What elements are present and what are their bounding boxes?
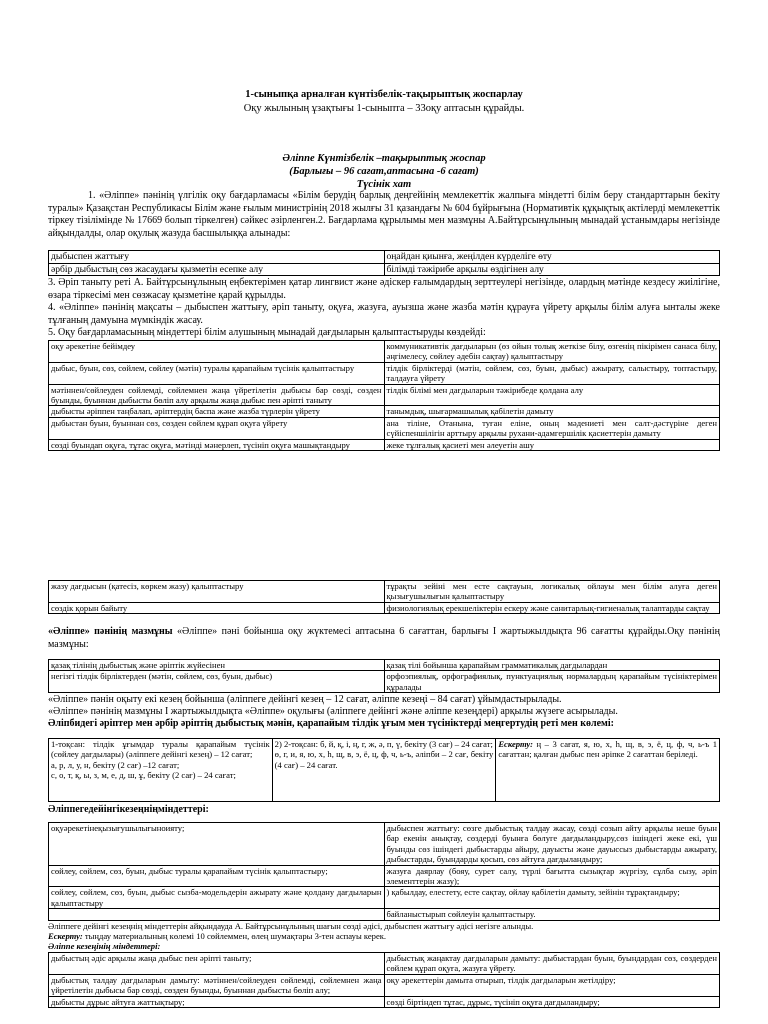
table-row bbox=[49, 865, 720, 887]
table-cell: дыбыспен жаттығу: сөзге дыбыстық талдау жасау, сөзді созып айту арқылы неше буын бар екенін анықтау, сөздерді буынға бөлуге дағдыландыру,сөз ішіндегі жеке екі, үш буынды сөз ішіндегі дыбыстарды айыру, дауысты және дауыссыз дыбыстарды ажырату, дыбыстарды, буындарды қосып, сөз айтуға дағдыландыру; bbox=[384, 823, 720, 866]
table-cell: сөзді біртіндеп тұтас, дұрыс, түсініп оқуға дағдыландыру; bbox=[384, 996, 720, 1007]
remark-line bbox=[48, 931, 720, 941]
table-cell: жеке тұлғалық қасиеті мен әлеуетін ашу bbox=[384, 439, 720, 450]
table-cell: сөйлеу, сөйлем, сөз, буын, дыбыс туралы қарапайым түсінік қалыптастыру; bbox=[49, 865, 385, 887]
table-cell: оқу әрекеттерін дамыта отырып, тілдік дағдыларын жетілдіру; bbox=[384, 974, 720, 996]
table-cell: сөзді буындап оқуға, тұтас оқуға, мәтінді мәнерлеп, түсініп оқуға машықтандыру bbox=[49, 439, 385, 450]
table-row bbox=[49, 417, 720, 439]
table-row bbox=[49, 739, 720, 802]
table-cell: ана тіліне, Отанына, туған еліне, оның мәдениеті мен салт-дәстүріне деген сүйіспеншілігін арттыру арқылы рухани-адамгершілік қасиеттерін дамыту bbox=[384, 417, 720, 439]
note-text: ң – 3 сағат, я, ю, х, һ, щ, в, э, ё, ц, ф, ч, ь-ъ 1 сағаттан; қалған дыбыс пен әріпке 2 сағаттан беріледі. bbox=[498, 739, 717, 760]
table-row bbox=[49, 909, 720, 920]
remark-text: тыңдау материалының көлемі 10 сөйлеммен, өлең шумақтары 3-тен аспауы керек. bbox=[82, 931, 387, 941]
table-row bbox=[49, 823, 720, 866]
table-cell: жазу дағдысын (қатесіз, көркем жазу) қалыптастыру bbox=[49, 581, 385, 603]
table-row bbox=[49, 406, 720, 417]
table-cell: дыбыстың әдіс арқылы жаңа дыбыс пен әріпті таныту; bbox=[49, 953, 385, 975]
table-cell: әрбір дыбыстың сөз жасаудағы қызметін есепке алу bbox=[49, 263, 385, 276]
table-cell: оқуәрекетінеқызығушылығыноияту; bbox=[49, 823, 385, 866]
explanatory-note-title: Түсінік хат bbox=[356, 179, 412, 190]
paragraph-5: 5. Оқу бағдарламасының міндеттері білім алушының мынадай дағдыларын қалыптастыруды көздейді: bbox=[48, 327, 486, 338]
plan-hours: (Барлығы – 96 сағат,аптасына -6 сағат) bbox=[289, 166, 479, 177]
plan-title: Әліппе Күнтізбелік –тақырыптық жоспар bbox=[282, 153, 486, 164]
content-bold: «Әліппе» пәнінің мазмұны bbox=[48, 626, 173, 637]
table-cell: жазуға даярлау (бояу, сурет салу, түрлі бағытта сызықтар жүргізу, сұлба сызу, әріп элементтерін жазу); bbox=[384, 865, 720, 887]
pre-alippe-tasks-heading: Әліппегедейінгікезеңніңміндеттері: bbox=[48, 804, 209, 815]
table-cell: 1-тоқсан: тілдік ұғымдар туралы қарапайым түсінік (сөйлеу дағдылары) (әліппеге дейінгі кезең) – 12 сағат; а, р, л, у, н, бекіту (2 сағ) –12 сағат; с, о, т, қ, ы, з, м, е, д, ш, ұ, бекіту (2 сағ) – 24 сағат; bbox=[49, 739, 273, 802]
table-cell: орфоэпиялық, орфографиялық, пунктуациялық нормалардың қарапайым түсініктерімен құралады bbox=[384, 671, 720, 693]
table-cell: дыбыс, буын, сөз, сөйлем, сөйлеу (мәтін) туралы қарапайым түсінік қалыптастыру bbox=[49, 362, 385, 384]
table-cell: физиологиялық ерекшеліктерін ескеру және санитарлық-гигиеналық талаптарды сақтау bbox=[384, 602, 720, 613]
paragraph-3: 3. Әріп таныту реті А. Байтұрсынұлының еңбектерімен қатар лингвист және әдіскер ғалымдардың зерттеулері негізінде, олардың мәтінде кездесу жиілігіне, өзара тіркесімі мен сөзжасау қызметіне қарай құрылды. bbox=[48, 277, 720, 301]
table-cell: оқу әрекетіне бейімдеу bbox=[49, 341, 385, 363]
table-cell: дыбыстық жаңактау дағдыларын дамыту: дыбыстардан буын, буындардан сөз, сөздерден сөйлем құрап оқуға, жазуға үйрету. bbox=[384, 953, 720, 975]
table-cell bbox=[496, 739, 720, 802]
principles-table bbox=[48, 250, 720, 276]
table-cell: сөздік қорын байыту bbox=[49, 602, 385, 613]
table-cell: дыбыстан буын, буыннан сөз, сөзден сөйлем құрап оқуға үйрету bbox=[49, 417, 385, 439]
table-cell: қазақ тілі бойынша қарапайым грамматикалық дағдылардан bbox=[384, 660, 720, 671]
letters-heading: Әліпбидегі әріптер мен әрбір әріптің дыбыстық мәнін, қарапайым тілдік ұғым мен түсініктерді меңгертудің реті мен көлемі: bbox=[48, 718, 614, 729]
alippe-tasks-table bbox=[48, 952, 720, 1008]
table-row bbox=[49, 384, 720, 406]
skills-table bbox=[48, 340, 720, 451]
table-row bbox=[49, 439, 720, 450]
document-subtitle: Оқу жылының ұзақтығы 1-сыныпта – 33оқу аптасын құрайды. bbox=[243, 103, 525, 114]
table-cell: оңайдан қиынға, жеңілден күрделіге өту bbox=[384, 251, 720, 264]
pre-alippe-tasks-table bbox=[48, 822, 720, 921]
content-paragraph bbox=[48, 626, 720, 651]
table-cell: білімді тәжірибе арқылы өздігінен алу bbox=[384, 263, 720, 276]
alippe-tasks-heading: Әліппе кезеңінің міндеттері: bbox=[48, 941, 161, 951]
table-row bbox=[49, 263, 720, 276]
table-row bbox=[49, 602, 720, 613]
table-row bbox=[49, 581, 720, 603]
stages-paragraph: «Әліппе» пәнін оқыту екі кезең бойынша (әліппеге дейінгі кезең – 12 сағат, әліппе кезеңі – 84 сағат) ұйымдастырылады. bbox=[48, 694, 562, 705]
paragraph-4: 4. «Әліппе» пәнінің мақсаты – дыбыспен жаттығу, әріп таныту, оқуға, жазуға, ауызша және жазба мәтін құрауға үйрету арқылы білім алуға ынталы жеке тұлғаның дамуына мүмкіндік жасау. bbox=[48, 302, 720, 326]
table-row bbox=[49, 341, 720, 363]
table-row bbox=[49, 251, 720, 264]
table-cell: дыбыстық талдау дағдыларын дамыту: мәтіннен/сөйлеуден сөйлемді, сөйлемнен жаңа үйретілетін дыбысы бар сөзді, сөзден буынды, буыннан дыбысты бөліп алу; bbox=[49, 974, 385, 996]
table-cell: қазақ тілінің дыбыстық және әріптік жүйесінен bbox=[49, 660, 385, 671]
table-cell: сөйлеу, сөйлем, сөз, буын, дыбыс сызба-модельдерін ажырату және қолдану дағдыларын қалыптастыру bbox=[49, 887, 385, 909]
table-row bbox=[49, 953, 720, 975]
table-cell: 2) 2-тоқсан: б, й, қ, і, ң, г, ж, ә, п, ү, бекіту (3 сағ) – 24 сағат; ө, г, и, я, ю, х, һ, щ, в, э, ё, ц, ф, ч, ь-ъ, әліпби – 2 сағ, бекіту (4 сағ) – 24 сағат. bbox=[272, 739, 496, 802]
remark-label: Ескерту: bbox=[48, 931, 83, 941]
document-title: 1-сыныпқа арналған күнтізбелік-тақырыптық жоспарлау bbox=[245, 89, 523, 100]
table-row bbox=[49, 996, 720, 1007]
table-cell: дыбысты әріппен таңбалап, әріптердің баспа және жазба түрлерін үйрету bbox=[49, 406, 385, 417]
content-rest: пәні бойынша оқу жүктемесі аптасына 6 сағаттан, барлығы І жартыжылдықта 96 сағатты құрайды.Оқу пәнінің мазмұны: bbox=[48, 626, 720, 650]
table-row bbox=[49, 660, 720, 671]
table-cell: ) қабылдау, елестету, есте сақтау, ойлау қабілетін дамыту, зейінін тұрақтандыру; bbox=[384, 887, 720, 909]
paragraph-1: 1. «Әліппе» пәнінің үлгілік оқу бағдарламасы «Білім берудің барлық деңгейінің мемлекеттік жалпыға міндетті білім беру стандарттарын бекіту туралы» Қазақстан Республикасы Білім және ғылым министрінің 2018 жылғы 31 қазандағы № 604 бұйрығына (Нормативтік құқықтық актілерді мемлекеттік тіркеу тізілімінде № 17669 болып тіркелген) сәйкес әзірленген.2. Бағдарлама құрылымы мен мазмұны А.Байтұрсынұлының мынадай ұстанымдары негізінде айқындалды, олар оқулық жазуда басшылыққа алынады: bbox=[48, 190, 720, 239]
table-cell: мәтіннен/сөйлеуден сөйлемді, сөйлемнен жаңа үйретілетін дыбысы бар сөзді, сөзден буынды, буыннан дыбысты бөліп алу арқылы жаңа дыбыс пен әріпті таныту bbox=[49, 384, 385, 406]
table-cell bbox=[49, 909, 385, 920]
note-label: Ескерту: bbox=[498, 739, 533, 749]
letters-table bbox=[48, 738, 720, 802]
table-row bbox=[49, 362, 720, 384]
table-cell: коммуникативтік дағдыларын (өз ойын толық жеткізе білу, өзгенің пікірімен санаса білу, әңгімелесу, сөйлеу әдебін сақтау) қалыптастыру bbox=[384, 341, 720, 363]
skills-table-continued bbox=[48, 580, 720, 614]
table-row bbox=[49, 671, 720, 693]
pre-alippe-note: Әліппеге дейінгі кезеңнің міндеттерін айқындауда А. Байтұрсынұлының шағын сөзді әдісі, дыбыспен жаттығу әдісі негізге алынды. bbox=[48, 921, 534, 931]
content-table bbox=[48, 659, 720, 693]
table-cell: дыбыспен жаттығу bbox=[49, 251, 385, 264]
table-row bbox=[49, 974, 720, 996]
stages-paragraph-2: «Әліппе» пәнінің мазмұны І жартыжылдықта «Әліппе» оқулығы (әліппеге дейінгі және әліппе кезеңдері) арқылы жүзеге асырылады. bbox=[48, 706, 618, 717]
content-mid: «Әліппе» bbox=[172, 626, 218, 637]
table-cell: тілдік білімі мен дағдыларын тәжірибеде қолдана алу bbox=[384, 384, 720, 406]
table-cell: байланыстырып сөйлеуін қалыптастыру. bbox=[384, 909, 720, 920]
table-cell: негізгі тілдік бірліктерден (мәтін, сөйлем, сөз, буын, дыбыс) bbox=[49, 671, 385, 693]
table-cell: дыбысты дұрыс айтуға жаттықтыру; bbox=[49, 996, 385, 1007]
table-cell: тұрақты зейіні мен есте сақтауын, логикалық ойлауы мен білім алуға деген қызығушылығын қалыптастыру bbox=[384, 581, 720, 603]
table-row bbox=[49, 887, 720, 909]
table-cell: тілдік бірліктерді (мәтін, сөйлем, сөз, буын, дыбыс) ажырату, салыстыру, топтастыру, талдауға үйрету bbox=[384, 362, 720, 384]
table-cell: танымдық, шығармашылық қабілетін дамыту bbox=[384, 406, 720, 417]
